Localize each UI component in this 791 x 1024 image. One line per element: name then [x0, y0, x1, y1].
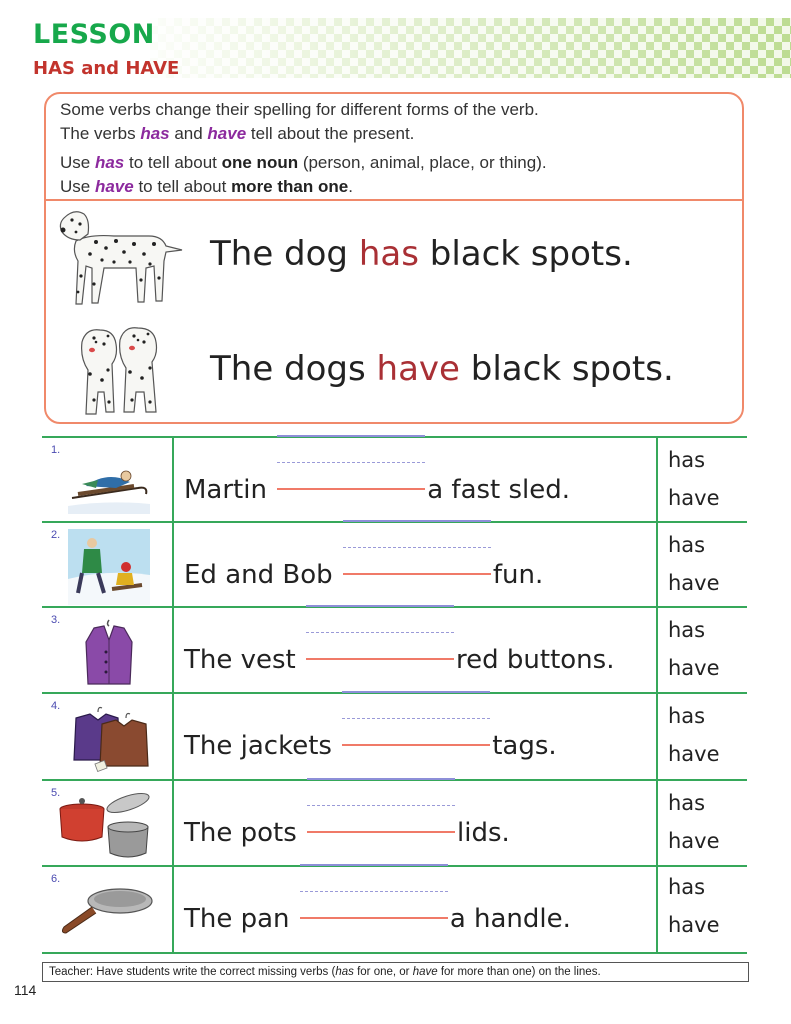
answer-blank[interactable]: [306, 638, 454, 674]
exercise-picture-cell: [42, 781, 174, 867]
option-has[interactable]: has: [668, 618, 706, 642]
exercise-row-2: [42, 521, 747, 608]
exercise-picture-cell: [42, 438, 174, 523]
vest-icon: [68, 618, 150, 688]
box-divider: [46, 199, 742, 201]
checker-banner: [150, 18, 791, 78]
option-has[interactable]: has: [668, 791, 706, 815]
intro-line-3: Use has to tell about one noun (person, animal, place, or thing).: [60, 153, 547, 172]
choice-cell: [656, 608, 749, 694]
example-plural: The dogs have black spots.: [210, 349, 674, 389]
exercise-number: 2.: [51, 529, 61, 541]
exercise-sentence: The pan a handle.: [184, 897, 571, 934]
sled-icon: [68, 448, 150, 514]
snow-sled-icon: [68, 529, 150, 605]
page-number: 114: [14, 982, 37, 998]
lesson-title: LESSON: [33, 19, 155, 50]
exercise-row-4: [42, 692, 747, 781]
option-have[interactable]: have: [668, 742, 720, 766]
teacher-note: Teacher: Have students write the correct missing verbs (has for one, or have for more than one) on the lines.: [42, 962, 749, 982]
dalmatian-icon: [54, 206, 186, 311]
jackets-icon: [68, 704, 150, 774]
exercise-picture-cell: [42, 867, 174, 952]
option-has[interactable]: has: [668, 704, 706, 728]
example-singular: The dog has black spots.: [210, 234, 633, 274]
choice-cell: [656, 867, 749, 952]
pots-icon: [56, 791, 156, 861]
exercise-number: 6.: [51, 873, 61, 885]
exercise-row-6: [42, 865, 747, 954]
exercise-row-1: [42, 436, 747, 523]
option-have[interactable]: have: [668, 656, 720, 680]
lesson-box: [44, 92, 744, 424]
option-have[interactable]: have: [668, 486, 720, 510]
answer-blank[interactable]: [277, 468, 425, 504]
intro-line-1: Some verbs change their spelling for different forms of the verb.: [60, 100, 539, 119]
exercise-sentence: Martin a fast sled.: [184, 468, 570, 505]
choice-cell: [656, 438, 749, 523]
exercise-picture-cell: [42, 694, 174, 781]
intro-line-4: Use have to tell about more than one.: [60, 177, 353, 196]
option-have[interactable]: have: [668, 829, 720, 853]
exercise-number: 4.: [51, 700, 61, 712]
exercise-sentence: The jackets tags.: [184, 724, 557, 761]
option-have[interactable]: have: [668, 913, 720, 937]
two-dalmatians-icon: [76, 322, 166, 418]
option-has[interactable]: has: [668, 533, 706, 557]
choice-cell: [656, 523, 749, 608]
exercise-picture-cell: [42, 608, 174, 694]
answer-blank[interactable]: [300, 897, 448, 933]
exercise-sentence: The pots lids.: [184, 811, 510, 848]
option-has[interactable]: has: [668, 875, 706, 899]
exercise-number: 1.: [51, 444, 61, 456]
exercise-row-5: [42, 779, 747, 867]
exercise-sentence: Ed and Bob fun.: [184, 553, 543, 590]
answer-blank[interactable]: [343, 553, 491, 589]
choice-cell: [656, 781, 749, 867]
intro-line-2: The verbs has and have tell about the present.: [60, 124, 415, 143]
exercise-row-3: [42, 606, 747, 694]
option-have[interactable]: have: [668, 571, 720, 595]
answer-blank[interactable]: [307, 811, 455, 847]
exercise-number: 3.: [51, 614, 61, 626]
lesson-subtitle: HAS and HAVE: [33, 58, 180, 79]
option-has[interactable]: has: [668, 448, 706, 472]
answer-blank[interactable]: [342, 724, 490, 760]
exercise-sentence: The vest red buttons.: [184, 638, 614, 675]
choice-cell: [656, 694, 749, 781]
exercise-picture-cell: [42, 523, 174, 608]
exercise-number: 5.: [51, 787, 61, 799]
pan-icon: [56, 877, 156, 943]
